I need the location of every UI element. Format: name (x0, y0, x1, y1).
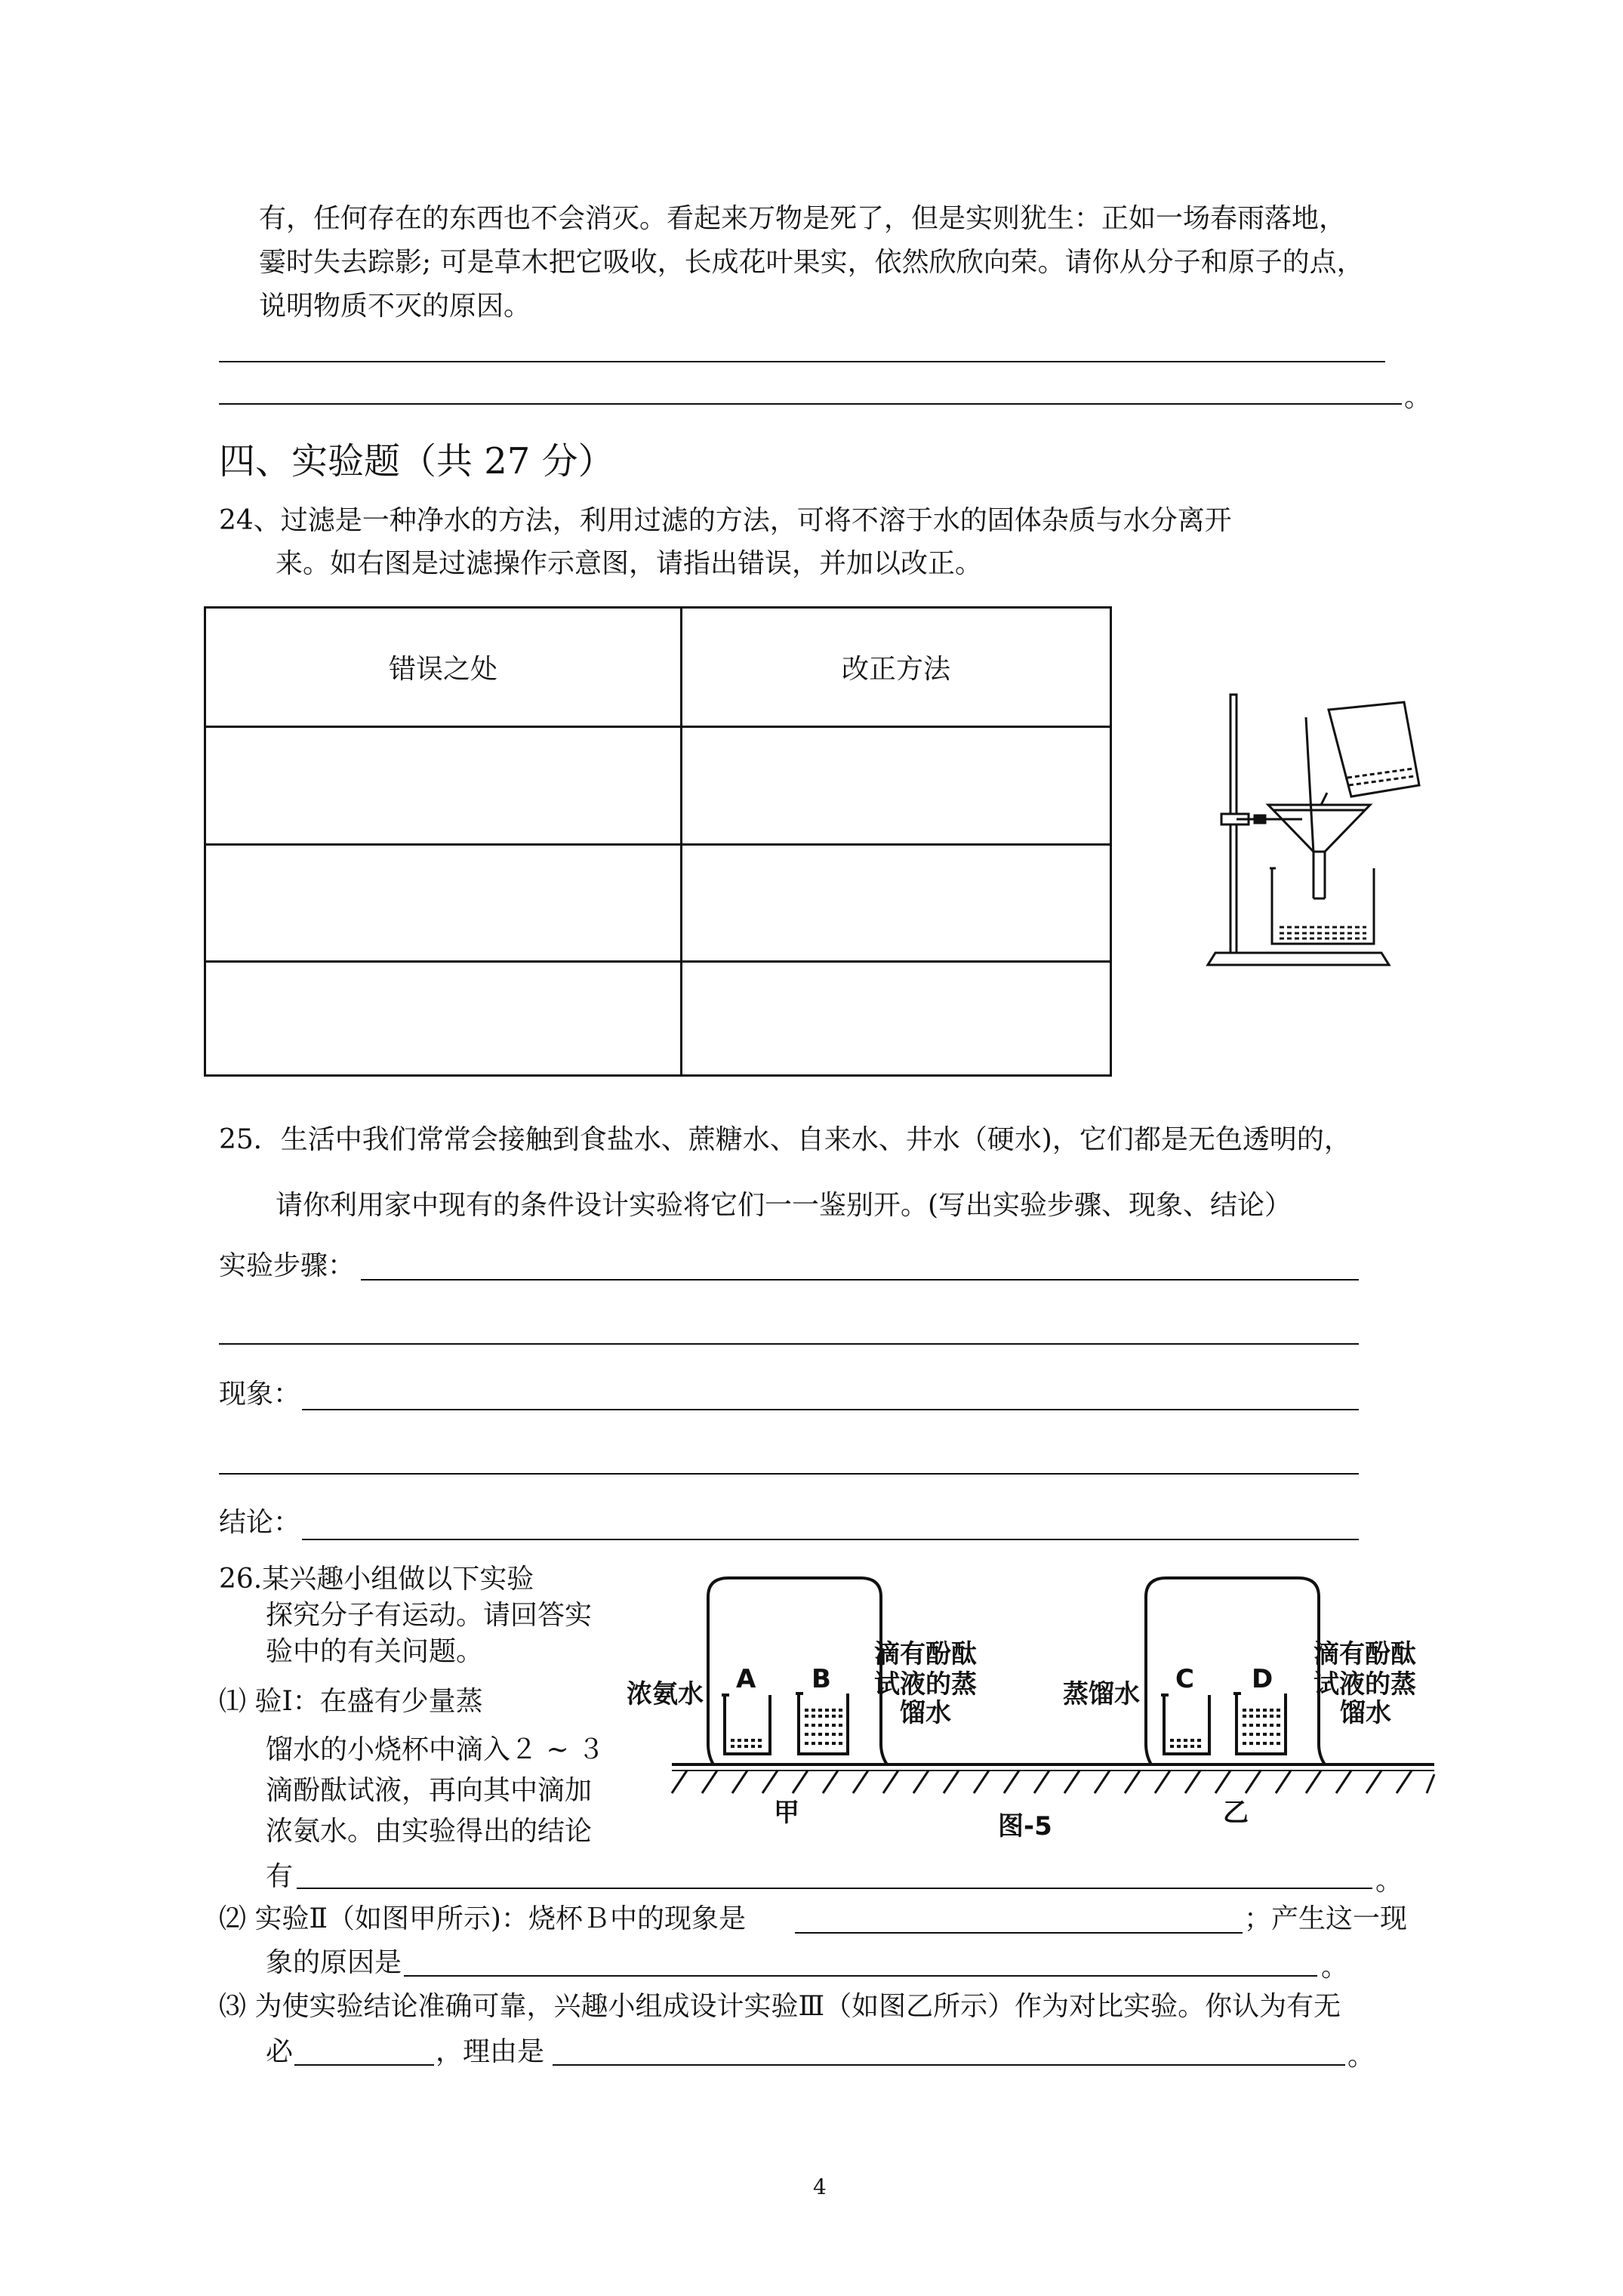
period: 。 (1347, 2041, 1375, 2072)
label-phenol-right: 试液的蒸 (1313, 1669, 1416, 1700)
answer-line[interactable] (219, 403, 1402, 405)
q26-p1-line-5: 有 (266, 1861, 294, 1892)
p1-answer-line[interactable] (297, 1888, 1372, 1889)
table-header-error: 错误之处 (388, 654, 497, 685)
label-jia: 甲 (774, 1798, 799, 1828)
period: 。 (1321, 1952, 1349, 1983)
q26-p2-line-2: 象的原因是 (266, 1947, 402, 1978)
paragraph-line-1: 有，任何存在的东西也不会消灭。看起来万物是死了，但是实则犹生：正如一场春雨落地， (259, 203, 1347, 234)
phenomenon-answer-line[interactable] (302, 1409, 1359, 1410)
label-yi: 乙 (1223, 1798, 1249, 1828)
phenomenon-label: 现象： (219, 1379, 301, 1410)
q26-p1-line-3: 滴酚酞试液，再向其中滴加 (266, 1775, 593, 1806)
conclusion-answer-line[interactable] (302, 1539, 1359, 1540)
table-cell[interactable] (206, 728, 680, 841)
section-title: 四、实验题（共 27 分） (219, 440, 614, 482)
table-cell[interactable] (682, 963, 1110, 1074)
q26-intro-2: 探究分子有运动。请回答实 (266, 1600, 593, 1631)
steps-answer-line[interactable] (361, 1279, 1359, 1281)
filtration-diagram (1200, 680, 1427, 974)
q26-p2-line-1: ⑵ 实验Ⅱ（如图甲所示)：烧杯Ｂ中的现象是 (219, 1903, 746, 1934)
table-cell[interactable] (206, 846, 680, 959)
period: 。 (1404, 382, 1432, 413)
p2-answer-line[interactable] (795, 1932, 1243, 1934)
paragraph-line-2: 霎时失去踪影; 可是草木把它吸收，长成花叶果实，依然欣欣向荣。请你从分子和原子的点， (259, 247, 1364, 278)
figure-5-diagram (619, 1567, 1442, 1838)
q26-p2-line-1-end: ；产生这一现 (1244, 1903, 1408, 1934)
answer-line[interactable] (219, 361, 1385, 362)
label-beaker-a: A (736, 1664, 756, 1694)
error-correction-table (204, 606, 1112, 1077)
page-number: 4 (813, 2174, 827, 2199)
label-phenol-left: 试液的蒸 (874, 1669, 977, 1700)
steps-answer-line[interactable] (219, 1343, 1359, 1345)
label-distilled-water: 蒸馏水 (1063, 1679, 1140, 1709)
p3-reason-answer-line[interactable] (553, 2064, 1345, 2066)
label-phenol-left: 滴有酚酞 (874, 1639, 977, 1669)
label-phenol-right: 滴有酚酞 (1313, 1639, 1416, 1669)
figure-caption: 图-5 (998, 1811, 1052, 1838)
q26-intro-1: 26.某兴趣小组做以下实验 (219, 1564, 534, 1595)
q26-intro-3: 验中的有关问题。 (266, 1636, 484, 1667)
q26-p1-line-1: ⑴ 验Ⅰ：在盛有少量蒸 (219, 1686, 483, 1717)
period: 。 (1375, 1866, 1403, 1897)
table-cell[interactable] (682, 846, 1110, 959)
table-cell[interactable] (206, 963, 680, 1074)
p3-necessity-answer-line[interactable] (294, 2064, 434, 2066)
label-ammonia: 浓氨水 (627, 1679, 704, 1709)
label-beaker-c: C (1175, 1664, 1194, 1694)
q26-p3-line-1: ⑶ 为使实验结论准确可靠，兴趣小组成设计实验Ⅲ（如图乙所示）作为对比实验。你认为有无 (219, 1991, 1341, 2022)
paragraph-line-3: 说明物质不灭的原因。 (259, 291, 531, 322)
q26-p1-line-2: 馏水的小烧杯中滴入２ ~ ３ (266, 1734, 605, 1765)
conclusion-label: 结论： (219, 1507, 301, 1538)
q26-p3-reason-label: ，理由是 (436, 2036, 545, 2067)
phenomenon-answer-line[interactable] (219, 1473, 1359, 1475)
p2-reason-answer-line[interactable] (404, 1975, 1317, 1977)
q25-line-1: 25．生活中我们常常会接触到食盐水、蔗糖水、自来水、井水（硬水)，它们都是无色透明的， (219, 1124, 1351, 1155)
q24-line-1: 24、过滤是一种净水的方法，利用过滤的方法，可将不溶于水的固体杂质与水分离开 (219, 505, 1232, 536)
table-cell[interactable] (682, 728, 1110, 841)
label-beaker-b: B (812, 1664, 831, 1694)
q25-line-2: 请你利用家中现有的条件设计实验将它们一一鉴别开。(写出实验步骤、现象、结论） (276, 1190, 1292, 1221)
label-beaker-d: D (1252, 1664, 1273, 1694)
label-phenol-left: 馏水 (900, 1698, 951, 1728)
q26-p1-line-4: 浓氨水。由实验得出的结论 (266, 1816, 593, 1847)
q26-p3-line-2: 必 (266, 2036, 294, 2067)
steps-label: 实验步骤： (219, 1250, 356, 1281)
label-phenol-right: 馏水 (1340, 1698, 1391, 1728)
q24-line-2: 来。如右图是过滤操作示意图，请指出错误，并加以改正。 (276, 548, 983, 579)
table-header-correction: 改正方法 (841, 654, 950, 685)
